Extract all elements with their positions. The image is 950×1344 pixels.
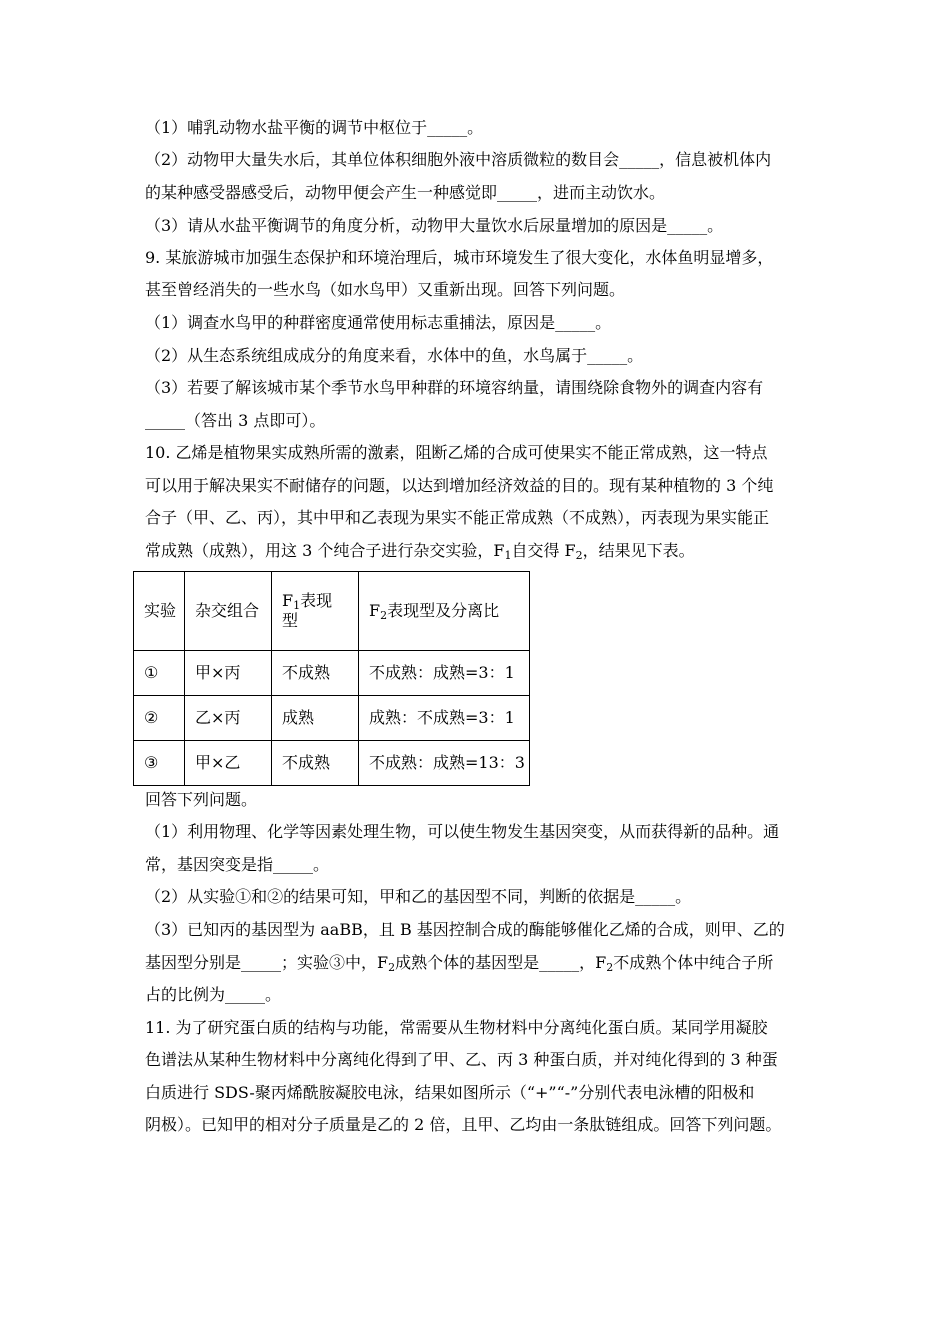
cell-id: ① <box>134 651 185 696</box>
q11-stem-cont3: 阴极）。已知甲的相对分子质量是乙的 2 倍，且甲、乙均由一条肽链组成。回答下列问题。 <box>145 1115 782 1134</box>
q10-prompt: 回答下列问题。 <box>145 790 258 809</box>
q10-sub3-cont2: 占的比例为_____。 <box>145 985 282 1004</box>
q10-stem-cont1: 可以用于解决果实不耐储存的问题，以达到增加经济效益的目的。现有某种植物的 3 个纯 <box>145 476 774 495</box>
cell-id: ③ <box>134 741 185 786</box>
table-row <box>134 651 530 696</box>
header-f2-ratio: $F_2$表现型及分离比 <box>359 572 530 651</box>
cell-f2: 不成熟：成熟=13：3 <box>359 741 530 786</box>
header-f1-phenotype: $F_1$表现 型 <box>272 572 359 651</box>
q10-stem: 10. 乙烯是植物果实成熟所需的激素，阻断乙烯的合成可使果实不能正常成熟，这一特点 <box>145 443 768 462</box>
q8-sub2: （2）动物甲大量失水后，其单位体积细胞外液中溶质微粒的数目会_____，信息被机体内 <box>145 150 772 169</box>
q8-sub3: （3）请从水盐平衡调节的角度分析，动物甲大量饮水后尿量增加的原因是_____。 <box>145 216 724 235</box>
cell-f2: 不成熟：成熟=3：1 <box>359 651 530 696</box>
cell-f2: 成熟：不成熟=3：1 <box>359 696 530 741</box>
q10-sub3: （3）已知丙的基因型为 aaBB，且 B 基因控制合成的酶能够催化乙烯的合成，则甲、乙的 <box>145 920 785 939</box>
q8-sub2-cont: 的某种感受器感受后，动物甲便会产生一种感觉即_____，进而主动饮水。 <box>145 183 666 202</box>
cell-id: ② <box>134 696 185 741</box>
q11-stem-cont1: 色谱法从某种生物材料中分离纯化得到了甲、乙、丙 3 种蛋白质，并对纯化得到的 3 种蛋 <box>145 1050 778 1069</box>
q10-stem-cont2: 合子（甲、乙、丙），其中甲和乙表现为果实不能正常成熟（不成熟），丙表现为果实能正 <box>145 508 770 527</box>
q10-sub3-cont1: 基因型分别是_____；实验③中，$F_2$成熟个体的基因型是_____，$F_2$不成熟个体中纯合子所 <box>145 953 774 974</box>
cell-f1: 不成熟 <box>272 741 359 786</box>
q10-sub1: （1）利用物理、化学等因素处理生物，可以使生物发生基因突变，从而获得新的品种。通 <box>145 822 780 841</box>
cross-experiment-table <box>133 571 530 786</box>
q9-sub1: （1）调查水鸟甲的种群密度通常使用标志重捕法，原因是_____。 <box>145 313 612 332</box>
q11-stem-cont2: 白质进行 SDS-聚丙烯酰胺凝胶电泳，结果如图所示（“+”“-”分别代表电泳槽的阳极和 <box>145 1083 755 1102</box>
q8-sub1: （1）哺乳动物水盐平衡的调节中枢位于_____。 <box>145 118 484 137</box>
q9-sub2: （2）从生态系统组成成分的角度来看，水体中的鱼，水鸟属于_____。 <box>145 346 644 365</box>
header-experiment: 实验 <box>134 572 185 651</box>
q10-sub2: （2）从实验①和②的结果可知，甲和乙的基因型不同，判断的依据是_____。 <box>145 887 692 906</box>
cell-cross: 甲×丙 <box>185 651 272 696</box>
q9-sub3-cont: _____（答出 3 点即可）。 <box>145 411 326 430</box>
q10-sub1-cont: 常，基因突变是指_____。 <box>145 855 330 874</box>
cell-f1: 成熟 <box>272 696 359 741</box>
q9-stem-cont: 甚至曾经消失的一些水鸟（如水鸟甲）又重新出现。回答下列问题。 <box>145 280 626 299</box>
q9-sub3: （3）若要了解该城市某个季节水鸟甲种群的环境容纳量，请围绕除食物外的调查内容有 <box>145 378 764 397</box>
cell-f1: 不成熟 <box>272 651 359 696</box>
table-header-row <box>134 572 530 651</box>
cell-cross: 乙×丙 <box>185 696 272 741</box>
header-cross: 杂交组合 <box>185 572 272 651</box>
q9-stem: 9. 某旅游城市加强生态保护和环境治理后，城市环境发生了很大变化，水体鱼明显增多， <box>145 248 774 267</box>
table-row <box>134 696 530 741</box>
q10-stem-cont3: 常成熟（成熟），用这 3 个纯合子进行杂交实验，$F_1$自交得 $F_2$，结果见下表。 <box>145 541 695 562</box>
cell-cross: 甲×乙 <box>185 741 272 786</box>
q11-stem: 11. 为了研究蛋白质的结构与功能，常需要从生物材料中分离纯化蛋白质。某同学用凝胶 <box>145 1018 768 1037</box>
table-row <box>134 741 530 786</box>
